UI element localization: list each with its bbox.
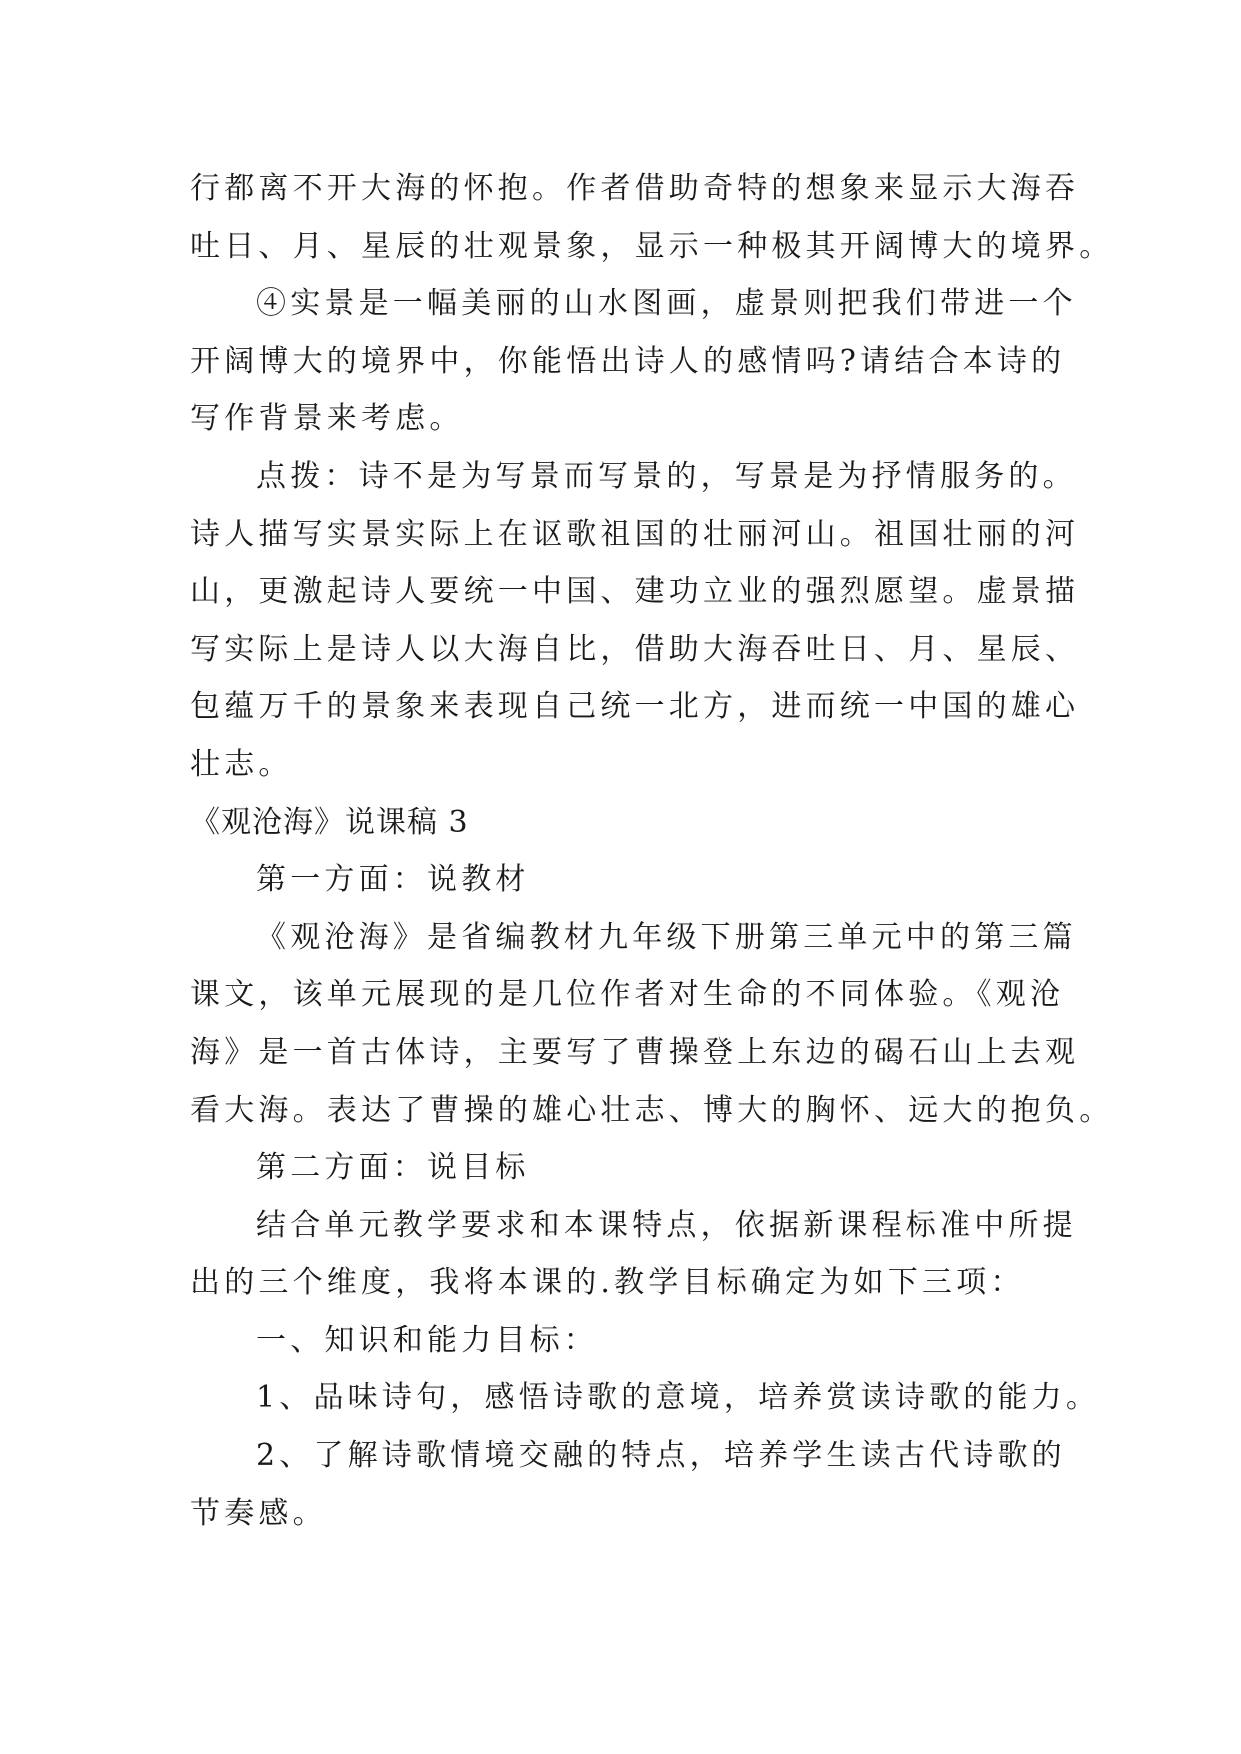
list-item: 1、品味诗句，感悟诗歌的意境，培养赏读诗歌的能力。 xyxy=(256,1380,1101,1416)
document-body xyxy=(190,160,1114,1542)
text-line: 看大海。表达了曹操的雄心壮志、博大的胸怀、远大的抱负。 xyxy=(190,1092,1114,1128)
text-line: 包蕴万千的景象来表现自己统一北方，进而统一中国的雄心 xyxy=(190,689,1080,725)
subsection-heading: 第一方面：说教材 xyxy=(256,862,530,898)
text-line: 海》是一首古体诗，主要写了曹操登上东边的碣石山上去观 xyxy=(190,1034,1080,1070)
text-line: 开阔博大的境界中，你能悟出诗人的感情吗?请结合本诗的 xyxy=(190,343,1066,379)
text-line: 行都离不开大海的怀抱。作者借助奇特的想象来显示大海吞 xyxy=(190,171,1080,206)
text-line: 出的三个维度，我将本课的.教学目标确定为如下三项： xyxy=(190,1265,1025,1301)
text-line: 结合单元教学要求和本课特点，依据新课程标准中所提 xyxy=(256,1207,1077,1243)
text-line: 写实际上是诗人以大海自比，借助大海吞吐日、月、星辰、 xyxy=(190,631,1080,667)
section-title: 《观沧海》说课稿 3 xyxy=(190,804,469,840)
text-line: 吐日、月、星辰的壮观景象，显示一种极其开阔博大的境界。 xyxy=(190,228,1114,264)
subsection-heading: 第二方面：说目标 xyxy=(256,1150,530,1186)
text-line: 壮志。 xyxy=(190,746,293,782)
text-line: 点拨：诗不是为写景而写景的，写景是为抒情服务的。 xyxy=(256,458,1077,494)
list-heading: 一、知识和能力目标： xyxy=(256,1322,598,1358)
text-line: ④实景是一幅美丽的山水图画，虚景则把我们带进一个 xyxy=(256,286,1077,322)
text-line: 课文，该单元展现的是几位作者对生命的不同体验。《观沧 xyxy=(190,977,1065,1013)
text-line: 山，更激起诗人要统一中国、建功立业的强烈愿望。虚景描 xyxy=(190,574,1080,610)
text-line: 写作背景来考虑。 xyxy=(190,401,464,437)
text-line: 节奏感。 xyxy=(190,1495,327,1531)
text-line: 诗人描写实景实际上在讴歌祖国的壮丽河山。祖国壮丽的河 xyxy=(190,516,1080,552)
list-item: 2、了解诗歌情境交融的特点，培养学生读古代诗歌的 xyxy=(256,1438,1066,1474)
text-line: 《观沧海》是省编教材九年级下册第三单元中的第三篇 xyxy=(256,919,1077,955)
